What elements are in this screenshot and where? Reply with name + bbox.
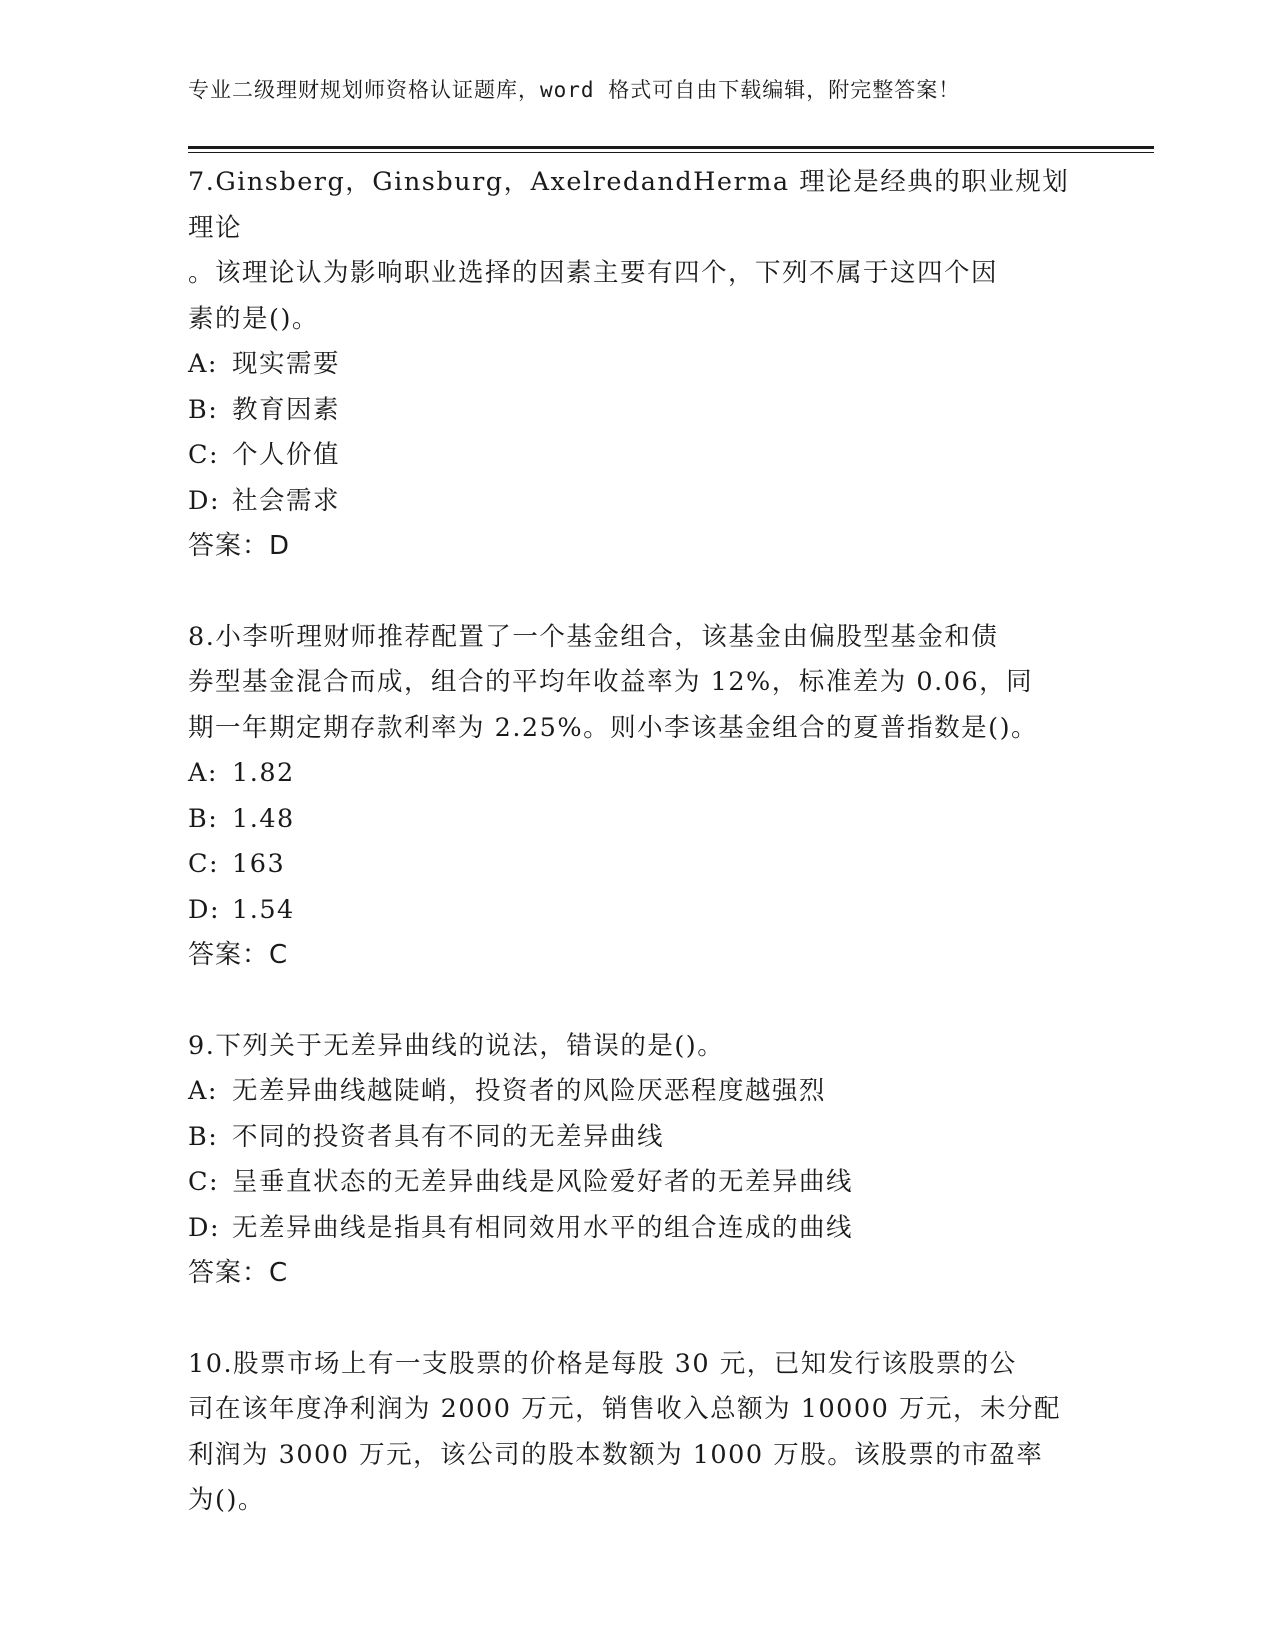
option-letter: C: <box>188 1167 220 1197</box>
question-8 <box>188 615 1088 979</box>
header-rule-thin <box>188 152 1154 153</box>
option-text: 1.48 <box>232 803 295 834</box>
question-line: 7.Ginsberg，Ginsburg，AxelredandHerma 理论是经典的职业规划理论 <box>188 167 1070 243</box>
question-line: 期一年期定期存款利率为 2.25%。则小李该基金组合的夏普指数是()。 <box>188 712 1039 743</box>
question-list <box>188 160 1088 1524</box>
header-rule-thick <box>188 146 1154 149</box>
question-line: 为()。 <box>188 1485 265 1515</box>
option-c <box>188 1160 1088 1206</box>
spacer <box>188 979 1088 1024</box>
option-d <box>188 888 1088 934</box>
question-line: 利润为 3000 万元，该公司的股本数额为 1000 万股。该股票的市盈率 <box>188 1439 1044 1470</box>
option-letter: D: <box>188 1212 221 1243</box>
option-letter: A: <box>188 349 219 379</box>
spacer <box>188 570 1088 615</box>
option-letter: D: <box>188 485 221 516</box>
option-a <box>188 342 1088 388</box>
option-b <box>188 797 1088 843</box>
option-text: 无差异曲线是指具有相同效用水平的组合连成的曲线 <box>232 1212 854 1243</box>
option-letter: A: <box>188 1076 219 1106</box>
option-text: 呈垂直状态的无差异曲线是风险爱好者的无差异曲线 <box>232 1167 854 1197</box>
option-text: 163 <box>232 849 286 879</box>
option-a <box>188 1069 1088 1115</box>
option-text: 社会需求 <box>232 485 341 516</box>
answer: 答案：D <box>188 531 291 561</box>
question-9 <box>188 1024 1088 1297</box>
option-b <box>188 388 1088 434</box>
question-line: 10.股票市场上有一支股票的价格是每股 30 元，已知发行该股票的公 <box>188 1348 1017 1379</box>
option-d <box>188 1206 1088 1252</box>
spacer <box>188 1297 1088 1342</box>
option-letter: B: <box>188 1121 219 1152</box>
option-c <box>188 842 1088 888</box>
option-text: 1.54 <box>232 894 295 925</box>
question-line: 。该理论认为影响职业选择的因素主要有四个，下列不属于这四个因 <box>188 258 999 288</box>
option-text: 1.82 <box>232 758 295 788</box>
option-b <box>188 1115 1088 1161</box>
option-d <box>188 479 1088 525</box>
question-line: 9.下列关于无差异曲线的说法，错误的是()。 <box>188 1030 725 1061</box>
option-c <box>188 433 1088 479</box>
option-a <box>188 751 1088 797</box>
option-text: 无差异曲线越陡峭，投资者的风险厌恶程度越强烈 <box>232 1076 827 1106</box>
option-letter: B: <box>188 394 219 425</box>
question-line: 券型基金混合而成，组合的平均年收益率为 12%，标准差为 0.06，同 <box>188 667 1034 697</box>
page-header: 专业二级理财规划师资格认证题库，word 格式可自由下载编辑，附完整答案！ <box>188 78 961 102</box>
option-text: 现实需要 <box>232 349 341 379</box>
option-text: 教育因素 <box>232 394 341 425</box>
option-text: 个人价值 <box>232 440 341 470</box>
option-text: 不同的投资者具有不同的无差异曲线 <box>232 1121 665 1152</box>
question-line: 8.小李听理财师推荐配置了一个基金组合，该基金由偏股型基金和债 <box>188 621 999 652</box>
answer: 答案：C <box>188 940 289 970</box>
question-line: 素的是()。 <box>188 303 319 334</box>
option-letter: C: <box>188 849 220 879</box>
question-7 <box>188 160 1088 570</box>
option-letter: A: <box>188 758 219 788</box>
option-letter: D: <box>188 894 221 925</box>
question-line: 司在该年度净利润为 2000 万元，销售收入总额为 10000 万元，未分配 <box>188 1394 1061 1424</box>
answer: 答案：C <box>188 1258 289 1288</box>
option-letter: C: <box>188 440 220 470</box>
option-letter: B: <box>188 803 219 834</box>
question-10 <box>188 1342 1088 1524</box>
